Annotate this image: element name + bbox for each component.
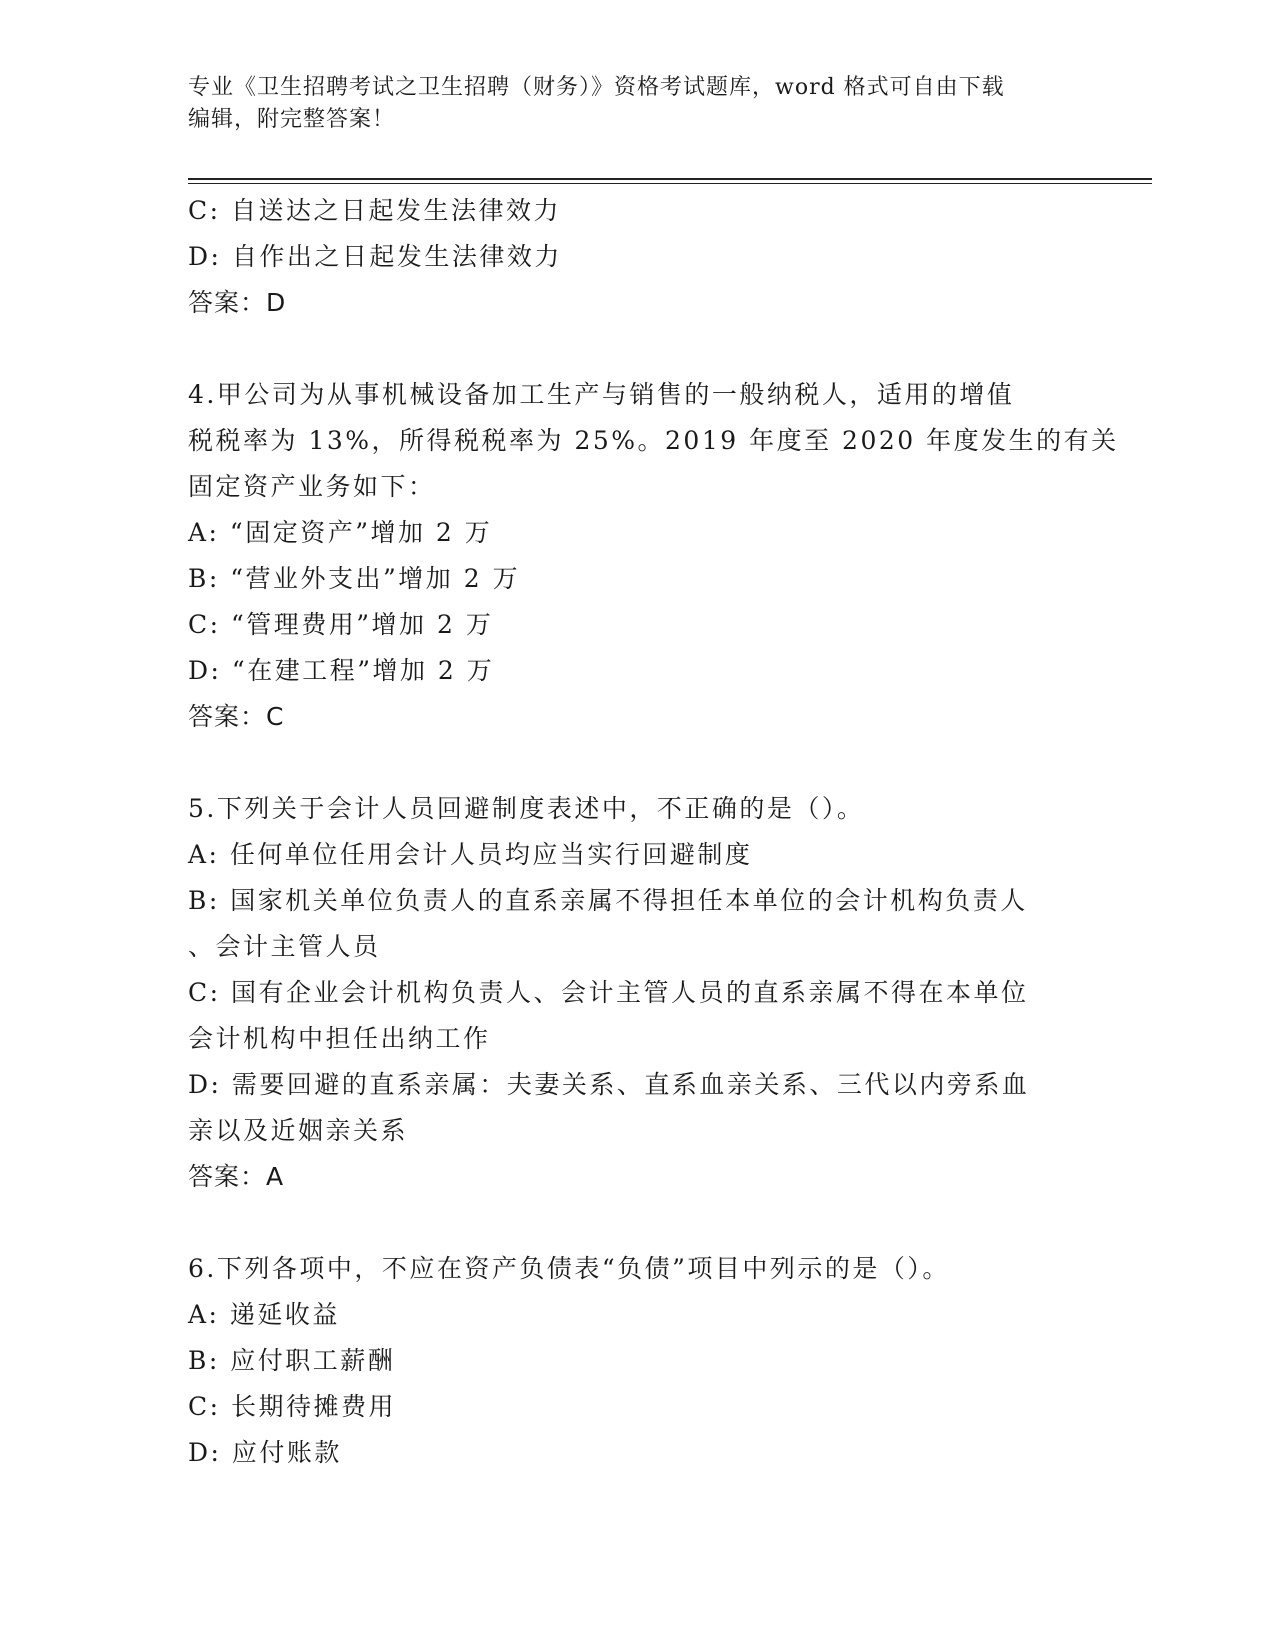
question-5-block <box>188 786 1088 1200</box>
q5-answer: 答案：A <box>188 1162 285 1191</box>
q4-option-a: A: “固定资产”增加 2 万 <box>188 518 493 547</box>
q4-stem-line-1: 4.甲公司为从事机械设备加工生产与销售的一般纳税人，适用的增值 <box>188 380 1015 409</box>
header-line-2: 编辑，附完整答案！ <box>188 107 396 132</box>
header-line-1: 专业《卫生招聘考试之卫生招聘（财务）》资格考试题库，word 格式可自由下载 <box>188 75 1005 100</box>
q5-option-b-line-1: B: 国家机关单位负责人的直系亲属不得担任本单位的会计机构负责人 <box>188 886 1028 915</box>
question-3-block <box>188 188 1088 326</box>
q6-option-a: A: 递延收益 <box>188 1300 340 1329</box>
header-rule-thin <box>188 183 1152 184</box>
q3-option-c: C: 自送达之日起发生法律效力 <box>188 196 561 225</box>
spacer <box>188 1200 1088 1246</box>
q4-answer: 答案：C <box>188 702 285 731</box>
q5-option-c-line-1: C: 国有企业会计机构负责人、会计主管人员的直系亲属不得在本单位 <box>188 978 1029 1007</box>
q5-option-a: A: 任何单位任用会计人员均应当实行回避制度 <box>188 840 753 869</box>
q5-stem: 5.下列关于会计人员回避制度表述中，不正确的是（）。 <box>188 794 865 823</box>
spacer <box>188 740 1088 786</box>
q4-option-d: D: “在建工程”增加 2 万 <box>188 656 495 685</box>
document-header <box>188 72 1088 136</box>
q3-option-d: D: 自作出之日起发生法律效力 <box>188 242 562 271</box>
question-content <box>188 188 1119 1476</box>
q3-answer: 答案：D <box>188 288 287 317</box>
q6-option-c: C: 长期待摊费用 <box>188 1392 396 1421</box>
q6-option-b: B: 应付职工薪酬 <box>188 1346 396 1375</box>
spacer <box>188 326 1088 372</box>
q6-option-d: D: 应付账款 <box>188 1438 342 1467</box>
q4-option-c: C: “管理费用”增加 2 万 <box>188 610 494 639</box>
q6-stem: 6.下列各项中，不应在资产负债表“负债”项目中列示的是（）。 <box>188 1254 950 1283</box>
q5-option-c-line-2: 会计机构中担任出纳工作 <box>188 1024 491 1053</box>
q4-stem-line-3: 固定资产业务如下： <box>188 472 436 501</box>
q5-option-d-line-1: D: 需要回避的直系亲属：夫妻关系、直系血亲关系、三代以内旁系血 <box>188 1070 1030 1099</box>
question-4-block <box>188 372 1119 740</box>
question-6-block <box>188 1246 1088 1476</box>
q4-option-b: B: “营业外支出”增加 2 万 <box>188 564 521 593</box>
q5-option-b-line-2: 、会计主管人员 <box>188 932 381 961</box>
header-rule-thick <box>188 178 1152 180</box>
q5-option-d-line-2: 亲以及近姻亲关系 <box>188 1116 409 1145</box>
q4-stem-line-2: 税税率为 13%，所得税税率为 25%。2019 年度至 2020 年度发生的有关 <box>188 426 1119 455</box>
